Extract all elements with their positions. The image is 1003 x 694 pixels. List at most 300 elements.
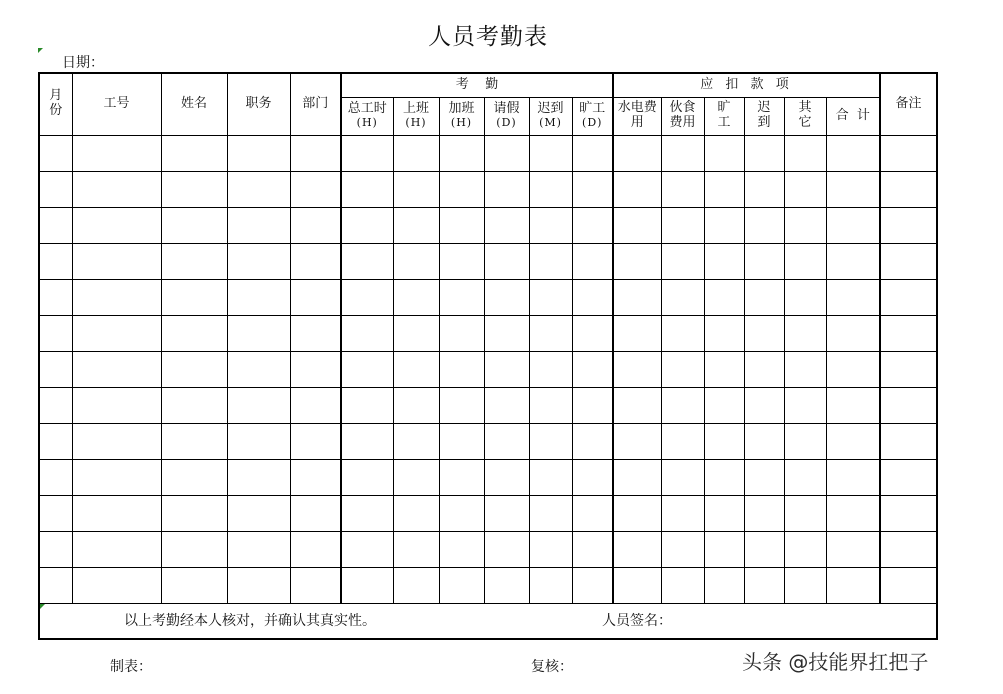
- table-cell[interactable]: [72, 315, 161, 351]
- header-attendance-unit: (H): [405, 116, 427, 130]
- table-cell[interactable]: [744, 171, 784, 207]
- table-cell[interactable]: [784, 567, 826, 603]
- table-cell[interactable]: [784, 531, 826, 567]
- table-cell[interactable]: [529, 351, 572, 387]
- cell-marker-icon: [40, 604, 45, 609]
- header-deduction-line2: 工: [717, 115, 731, 130]
- table-body: [39, 135, 937, 603]
- table-cell[interactable]: [393, 279, 439, 315]
- table-cell[interactable]: [393, 171, 439, 207]
- table-cell[interactable]: [393, 207, 439, 243]
- page-title: 人员考勤表: [428, 24, 548, 50]
- table-cell[interactable]: [704, 243, 744, 279]
- table-cell[interactable]: [484, 351, 529, 387]
- table-cell[interactable]: [290, 243, 341, 279]
- table-cell[interactable]: [613, 495, 661, 531]
- table-cell[interactable]: [393, 459, 439, 495]
- table-cell[interactable]: [826, 171, 880, 207]
- table-cell[interactable]: [341, 279, 393, 315]
- table-cell[interactable]: [39, 567, 72, 603]
- table-cell[interactable]: [744, 387, 784, 423]
- table-cell[interactable]: [704, 387, 744, 423]
- header-attendance-unit: (D): [582, 116, 603, 130]
- reviewed-by-label: 复核：: [531, 659, 573, 675]
- table-cell[interactable]: [704, 171, 744, 207]
- table-cell[interactable]: [227, 459, 290, 495]
- table-cell[interactable]: [744, 135, 784, 171]
- table-row: [39, 423, 937, 459]
- table-cell[interactable]: [484, 315, 529, 351]
- table-cell[interactable]: [393, 387, 439, 423]
- table-cell[interactable]: [39, 423, 72, 459]
- table-cell[interactable]: [227, 495, 290, 531]
- header-attendance-unit: (H): [356, 116, 378, 130]
- table-cell[interactable]: [613, 243, 661, 279]
- sign-label: 人员签名：: [602, 612, 672, 629]
- table-cell[interactable]: [613, 567, 661, 603]
- table-cell[interactable]: [439, 459, 484, 495]
- table-cell[interactable]: [704, 207, 744, 243]
- table-row: [39, 567, 937, 603]
- table-cell[interactable]: [784, 279, 826, 315]
- table-cell[interactable]: [880, 387, 937, 423]
- table-cell[interactable]: [529, 387, 572, 423]
- header-attendance-label: 迟到: [537, 101, 564, 117]
- table-cell[interactable]: [826, 387, 880, 423]
- table-cell[interactable]: [880, 243, 937, 279]
- table-cell[interactable]: [484, 567, 529, 603]
- table-cell[interactable]: [784, 387, 826, 423]
- table-cell[interactable]: [529, 495, 572, 531]
- table-cell[interactable]: [661, 315, 704, 351]
- table-cell[interactable]: [161, 567, 227, 603]
- table-cell[interactable]: [880, 279, 937, 315]
- table-cell[interactable]: [484, 387, 529, 423]
- table-cell[interactable]: [613, 279, 661, 315]
- table-cell[interactable]: [529, 315, 572, 351]
- table-cell[interactable]: [393, 243, 439, 279]
- table-cell[interactable]: [880, 531, 937, 567]
- table-cell[interactable]: [290, 531, 341, 567]
- table-cell[interactable]: [72, 531, 161, 567]
- table-cell[interactable]: [826, 243, 880, 279]
- table-cell[interactable]: [572, 243, 613, 279]
- table-cell[interactable]: [439, 495, 484, 531]
- table-cell[interactable]: [529, 207, 572, 243]
- header-deduction-line1: 其: [798, 100, 812, 116]
- table-cell[interactable]: [161, 315, 227, 351]
- header-deduction-line2: 用: [630, 115, 644, 130]
- table-cell[interactable]: [161, 171, 227, 207]
- table-cell[interactable]: [72, 243, 161, 279]
- table-cell[interactable]: [161, 207, 227, 243]
- table-cell[interactable]: [784, 207, 826, 243]
- watermark: 头条 @技能界扛把子: [742, 650, 929, 674]
- table-cell[interactable]: [784, 171, 826, 207]
- table-cell[interactable]: [704, 423, 744, 459]
- table-cell[interactable]: [744, 531, 784, 567]
- table-cell[interactable]: [613, 387, 661, 423]
- table-cell[interactable]: [341, 315, 393, 351]
- table-cell[interactable]: [572, 423, 613, 459]
- table-cell[interactable]: [161, 243, 227, 279]
- table-cell[interactable]: [880, 207, 937, 243]
- table-cell[interactable]: [572, 135, 613, 171]
- table-cell[interactable]: [572, 459, 613, 495]
- table-cell[interactable]: [880, 495, 937, 531]
- table-cell[interactable]: [39, 315, 72, 351]
- header-deduction-line2: 费用: [669, 115, 696, 130]
- header-position: 职务: [227, 73, 290, 135]
- table-cell[interactable]: [484, 135, 529, 171]
- header-deduction-line1: 合 计: [835, 107, 870, 123]
- header-deduction-line1: 迟: [757, 100, 771, 116]
- table-cell[interactable]: [704, 279, 744, 315]
- table-cell[interactable]: [661, 135, 704, 171]
- table-cell[interactable]: [439, 207, 484, 243]
- cell-marker-icon: [38, 48, 43, 53]
- date-label: 日期：: [62, 55, 104, 71]
- table-cell[interactable]: [572, 207, 613, 243]
- table-cell[interactable]: [290, 459, 341, 495]
- table-cell[interactable]: [704, 459, 744, 495]
- table-cell[interactable]: [161, 387, 227, 423]
- header-attendance-5: [572, 97, 613, 135]
- table-cell[interactable]: [613, 351, 661, 387]
- table-cell[interactable]: [161, 135, 227, 171]
- table-cell[interactable]: [439, 279, 484, 315]
- table-cell[interactable]: [784, 135, 826, 171]
- table-cell[interactable]: [290, 387, 341, 423]
- header-attendance-unit: (D): [496, 116, 517, 130]
- table-cell[interactable]: [39, 135, 72, 171]
- table-cell[interactable]: [880, 171, 937, 207]
- table-cell[interactable]: [784, 495, 826, 531]
- footer-cell: [39, 603, 937, 639]
- table-cell[interactable]: [744, 207, 784, 243]
- header-emp-id: 工号: [72, 73, 161, 135]
- table-cell[interactable]: [290, 207, 341, 243]
- table-cell[interactable]: [572, 171, 613, 207]
- table-cell[interactable]: [439, 135, 484, 171]
- table-cell[interactable]: [439, 243, 484, 279]
- table-cell[interactable]: [439, 315, 484, 351]
- table-cell[interactable]: [341, 567, 393, 603]
- table-cell[interactable]: [227, 171, 290, 207]
- table-cell[interactable]: [572, 279, 613, 315]
- confirm-text: 以上考勤经本人核对，并确认其真实性。: [124, 612, 376, 629]
- table-cell[interactable]: [439, 423, 484, 459]
- table-cell[interactable]: [72, 459, 161, 495]
- table-cell[interactable]: [744, 279, 784, 315]
- table-cell[interactable]: [341, 495, 393, 531]
- table-cell[interactable]: [613, 423, 661, 459]
- made-by-label: 制表：: [110, 659, 152, 675]
- table-cell[interactable]: [704, 567, 744, 603]
- table-cell[interactable]: [744, 459, 784, 495]
- table-cell[interactable]: [227, 567, 290, 603]
- table-cell[interactable]: [572, 387, 613, 423]
- table-cell[interactable]: [484, 531, 529, 567]
- table-row: [39, 459, 937, 495]
- table-cell[interactable]: [880, 351, 937, 387]
- header-deduction-line2: 到: [757, 115, 771, 130]
- table-cell[interactable]: [704, 351, 744, 387]
- header-deduction-line1: 伙食: [669, 100, 696, 116]
- table-cell[interactable]: [572, 315, 613, 351]
- header-deduction-group: 应 扣 款 项: [613, 73, 880, 97]
- table-cell[interactable]: [661, 531, 704, 567]
- table-cell[interactable]: [572, 567, 613, 603]
- table-cell[interactable]: [826, 495, 880, 531]
- table-cell[interactable]: [439, 387, 484, 423]
- table-cell[interactable]: [529, 279, 572, 315]
- header-attendance-label: 加班: [448, 101, 475, 117]
- table-cell[interactable]: [661, 207, 704, 243]
- table-cell[interactable]: [704, 531, 744, 567]
- table-cell[interactable]: [484, 459, 529, 495]
- table-cell[interactable]: [161, 531, 227, 567]
- table-row: [39, 207, 937, 243]
- table-cell[interactable]: [826, 459, 880, 495]
- header-attendance-label: 旷工: [579, 101, 606, 117]
- table-cell[interactable]: [72, 423, 161, 459]
- footer-row: [39, 603, 937, 639]
- table-cell[interactable]: [72, 135, 161, 171]
- table-cell[interactable]: [744, 243, 784, 279]
- table-cell[interactable]: [341, 423, 393, 459]
- table-row: [39, 495, 937, 531]
- table-cell[interactable]: [72, 279, 161, 315]
- table-cell[interactable]: [572, 531, 613, 567]
- header-attendance-unit: (M): [539, 116, 562, 130]
- table-cell[interactable]: [704, 495, 744, 531]
- header-attendance-unit: (H): [450, 116, 473, 130]
- header-deduction-3: [744, 97, 784, 135]
- table-cell[interactable]: [826, 135, 880, 171]
- table-cell[interactable]: [393, 315, 439, 351]
- table-row: [39, 351, 937, 387]
- table-cell[interactable]: [744, 351, 784, 387]
- table-cell[interactable]: [72, 351, 161, 387]
- header-department: 部门: [290, 73, 341, 135]
- table-cell[interactable]: [529, 243, 572, 279]
- table-row: [39, 315, 937, 351]
- table-cell[interactable]: [290, 351, 341, 387]
- header-attendance-1: [393, 97, 439, 135]
- table-cell[interactable]: [826, 531, 880, 567]
- table-cell[interactable]: [39, 243, 72, 279]
- table-row: [39, 531, 937, 567]
- table-cell[interactable]: [484, 423, 529, 459]
- table-cell[interactable]: [439, 351, 484, 387]
- table-cell[interactable]: [661, 495, 704, 531]
- table-cell[interactable]: [661, 567, 704, 603]
- table-cell[interactable]: [227, 351, 290, 387]
- table-cell[interactable]: [613, 135, 661, 171]
- table-cell[interactable]: [227, 423, 290, 459]
- table-cell[interactable]: [393, 531, 439, 567]
- table-cell[interactable]: [484, 279, 529, 315]
- table-cell[interactable]: [341, 531, 393, 567]
- table-cell[interactable]: [704, 315, 744, 351]
- table-cell[interactable]: [341, 387, 393, 423]
- table-cell[interactable]: [484, 243, 529, 279]
- table-cell[interactable]: [613, 531, 661, 567]
- table-cell[interactable]: [393, 135, 439, 171]
- table-cell[interactable]: [484, 207, 529, 243]
- table-cell[interactable]: [161, 423, 227, 459]
- table-cell[interactable]: [161, 495, 227, 531]
- table-cell[interactable]: [880, 135, 937, 171]
- table-cell[interactable]: [341, 207, 393, 243]
- table-cell[interactable]: [393, 495, 439, 531]
- table-cell[interactable]: [880, 459, 937, 495]
- table-cell[interactable]: [227, 279, 290, 315]
- table-cell[interactable]: [290, 171, 341, 207]
- table-cell[interactable]: [439, 531, 484, 567]
- table-cell[interactable]: [880, 567, 937, 603]
- table-cell[interactable]: [661, 279, 704, 315]
- header-attendance-label: 请假: [493, 101, 520, 117]
- header-deduction-2: [704, 97, 744, 135]
- header-row-1: [39, 73, 937, 97]
- table-cell[interactable]: [826, 351, 880, 387]
- table-cell[interactable]: [72, 567, 161, 603]
- header-attendance-0: [341, 97, 393, 135]
- table-cell[interactable]: [341, 135, 393, 171]
- table-cell[interactable]: [880, 423, 937, 459]
- table-cell[interactable]: [39, 459, 72, 495]
- table-cell[interactable]: [484, 171, 529, 207]
- table-cell[interactable]: [72, 495, 161, 531]
- table-cell[interactable]: [661, 387, 704, 423]
- table-cell[interactable]: [161, 279, 227, 315]
- table-cell[interactable]: [39, 531, 72, 567]
- table-row: [39, 387, 937, 423]
- table-cell[interactable]: [704, 135, 744, 171]
- header-deduction-0: [613, 97, 661, 135]
- table-cell[interactable]: [161, 459, 227, 495]
- table-cell[interactable]: [613, 315, 661, 351]
- table-cell[interactable]: [613, 459, 661, 495]
- table-cell[interactable]: [72, 207, 161, 243]
- table-cell[interactable]: [784, 459, 826, 495]
- table-cell[interactable]: [290, 567, 341, 603]
- table-cell[interactable]: [39, 279, 72, 315]
- table-cell[interactable]: [161, 351, 227, 387]
- table-cell[interactable]: [572, 351, 613, 387]
- header-attendance-group: 考 勤: [341, 73, 613, 97]
- table-cell[interactable]: [227, 531, 290, 567]
- table-cell[interactable]: [529, 531, 572, 567]
- table-cell[interactable]: [826, 567, 880, 603]
- table-cell[interactable]: [613, 171, 661, 207]
- table-cell[interactable]: [39, 207, 72, 243]
- header-deduction-line1: 水电费: [617, 100, 657, 116]
- header-month: 月份: [39, 73, 72, 135]
- table-cell[interactable]: [613, 207, 661, 243]
- table-cell[interactable]: [39, 495, 72, 531]
- table-cell[interactable]: [661, 459, 704, 495]
- table-cell[interactable]: [227, 135, 290, 171]
- table-cell[interactable]: [341, 351, 393, 387]
- table-cell[interactable]: [826, 279, 880, 315]
- table-cell[interactable]: [393, 567, 439, 603]
- table-cell[interactable]: [529, 459, 572, 495]
- header-name: 姓名: [161, 73, 227, 135]
- table-cell[interactable]: [826, 423, 880, 459]
- table-cell[interactable]: [484, 495, 529, 531]
- table-cell[interactable]: [529, 171, 572, 207]
- table-cell[interactable]: [290, 135, 341, 171]
- table-cell[interactable]: [744, 315, 784, 351]
- table-cell[interactable]: [744, 495, 784, 531]
- table-cell[interactable]: [290, 423, 341, 459]
- header-deduction-line2: 它: [798, 115, 812, 130]
- table-cell[interactable]: [341, 459, 393, 495]
- attendance-table: [38, 72, 938, 640]
- table-cell[interactable]: [439, 171, 484, 207]
- table-cell[interactable]: [529, 423, 572, 459]
- header-deduction-4: [784, 97, 826, 135]
- table-cell[interactable]: [661, 171, 704, 207]
- table-cell[interactable]: [72, 387, 161, 423]
- header-attendance-label: 上班: [402, 101, 429, 117]
- table-cell[interactable]: [529, 567, 572, 603]
- table-cell[interactable]: [784, 423, 826, 459]
- table-cell[interactable]: [393, 423, 439, 459]
- table-cell[interactable]: [661, 243, 704, 279]
- table-cell[interactable]: [290, 495, 341, 531]
- table-cell[interactable]: [529, 135, 572, 171]
- table-cell[interactable]: [826, 315, 880, 351]
- table-cell[interactable]: [439, 567, 484, 603]
- header-deduction-line1: 旷: [717, 100, 731, 116]
- table-row: [39, 135, 937, 171]
- table-cell[interactable]: [290, 279, 341, 315]
- table-cell[interactable]: [72, 171, 161, 207]
- table-cell[interactable]: [784, 315, 826, 351]
- table-row: [39, 243, 937, 279]
- table-cell[interactable]: [661, 351, 704, 387]
- table-cell[interactable]: [393, 351, 439, 387]
- header-deduction-5: [826, 97, 880, 135]
- table-cell[interactable]: [39, 171, 72, 207]
- table-cell[interactable]: [661, 423, 704, 459]
- table-cell[interactable]: [39, 387, 72, 423]
- header-attendance-2: [439, 97, 484, 135]
- table-cell[interactable]: [39, 351, 72, 387]
- table-cell[interactable]: [744, 423, 784, 459]
- header-attendance-3: [484, 97, 529, 135]
- table-cell[interactable]: [227, 315, 290, 351]
- header-attendance-4: [529, 97, 572, 135]
- table-row: [39, 171, 937, 207]
- table-cell[interactable]: [784, 243, 826, 279]
- table-cell[interactable]: [880, 315, 937, 351]
- table-cell[interactable]: [290, 315, 341, 351]
- table-cell[interactable]: [572, 495, 613, 531]
- table-cell[interactable]: [826, 207, 880, 243]
- table-cell[interactable]: [341, 171, 393, 207]
- table-cell[interactable]: [227, 387, 290, 423]
- table-cell[interactable]: [227, 207, 290, 243]
- table-cell[interactable]: [341, 243, 393, 279]
- table-cell[interactable]: [227, 243, 290, 279]
- table-cell[interactable]: [744, 567, 784, 603]
- table-cell[interactable]: [784, 351, 826, 387]
